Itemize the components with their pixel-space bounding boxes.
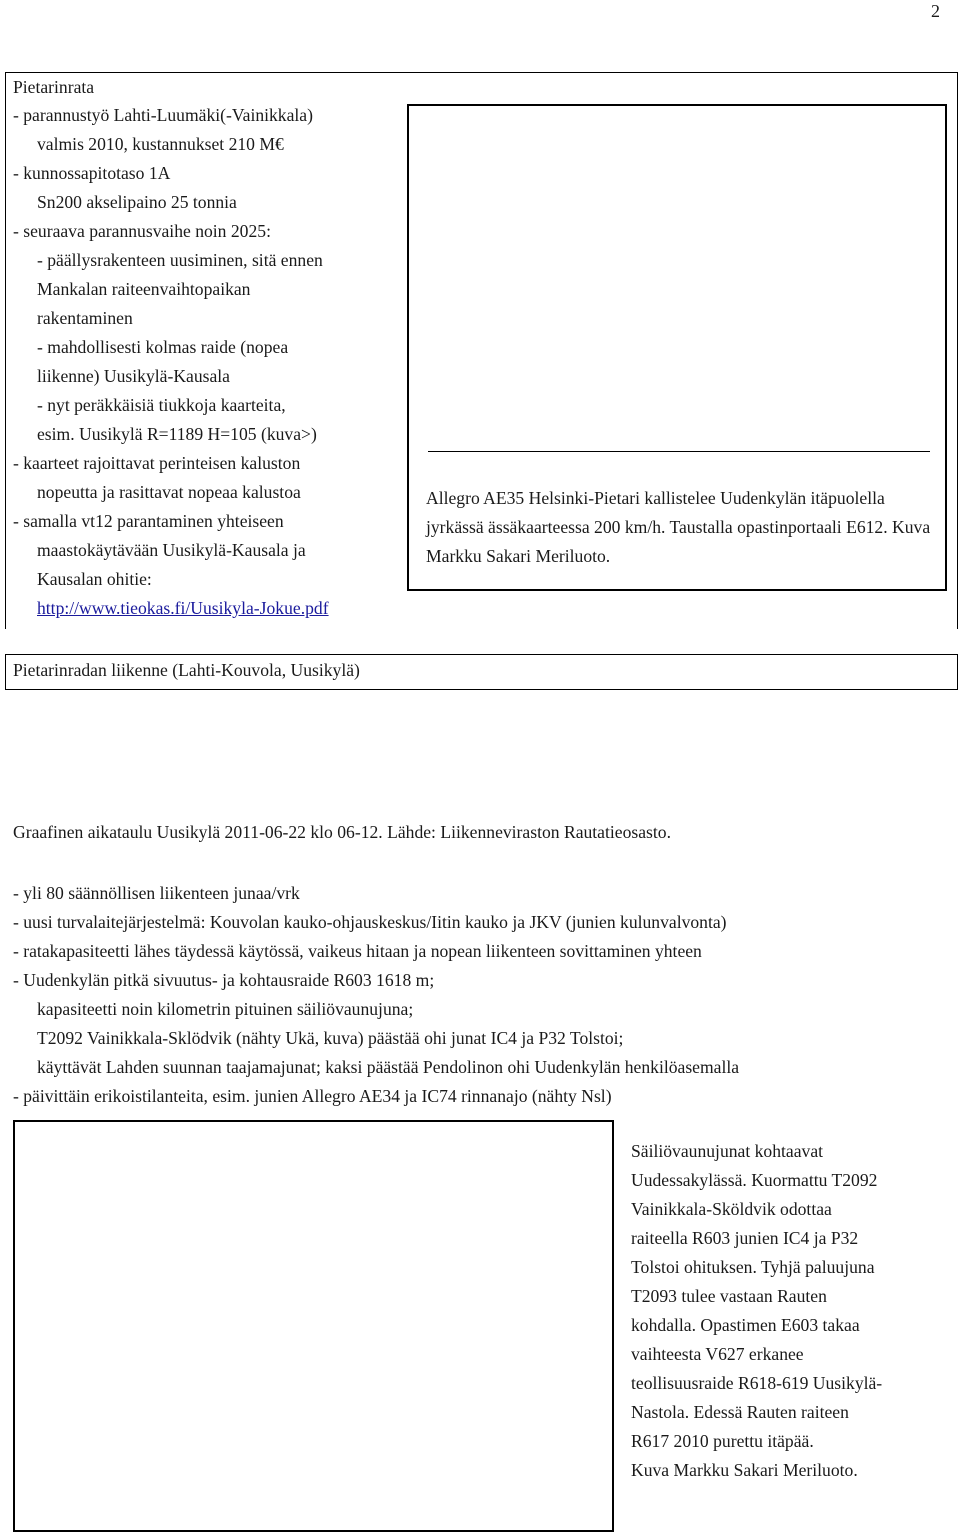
list-item: rakentaminen (37, 308, 133, 328)
section-title-main: Pietarinradan liikenne (13, 660, 168, 680)
list-item: esim. Uusikylä R=1189 H=105 (kuva>) (37, 424, 317, 444)
caption-divider (428, 451, 930, 452)
caption-line: kohdalla. Opastimen E603 takaa (631, 1315, 860, 1335)
caption-line: Tolstoi ohituksen. Tyhjä paluujuna (631, 1257, 875, 1277)
list-item: Kausalan ohitie: (37, 569, 152, 589)
caption-line: raiteella R603 junien IC4 ja P32 (631, 1228, 859, 1248)
page-number: 2 (931, 1, 940, 21)
section-title (13, 656, 360, 685)
caption-line: teollisuusraide R618-619 Uusikylä- (631, 1373, 883, 1393)
list-item: - seuraava parannusvaihe noin 2025: (13, 221, 271, 241)
list-item: maastokäytävään Uusikylä-Kausala ja (37, 540, 306, 560)
graph-caption: Graafinen aikataulu Uusikylä 2011-06-22 klo 06-12. Lähde: Liikenneviraston Rautatieosasto. (13, 822, 671, 842)
section-bullet-list (13, 101, 423, 623)
list-item: - kunnossapitotaso 1A (13, 163, 171, 183)
list-item: Mankalan raiteenvaihtopaikan (37, 279, 251, 299)
caption-line: vaihteesta V627 erkanee (631, 1344, 804, 1364)
list-item: - uusi turvalaitejärjestelmä: Kouvolan kauko-ohjauskeskus/Iitin kauko ja JKV (junien kulunvalvonta) (13, 912, 727, 932)
list-item: kapasiteetti noin kilometrin pituinen säiliövaunujuna; (37, 999, 414, 1019)
list-item: liikenne) Uusikylä-Kausala (37, 366, 230, 386)
caption-line: T2093 tulee vastaan Rauten (631, 1286, 827, 1306)
photo-placeholder (13, 1120, 614, 1532)
source-link[interactable]: http://www.tieokas.fi/Uusikyla-Jokue.pdf (37, 598, 329, 618)
list-item: - yli 80 säännöllisen liikenteen junaa/vrk (13, 883, 300, 903)
list-item: - samalla vt12 parantaminen yhteiseen (13, 511, 284, 531)
list-item: - Uudenkylän pitkä sivuutus- ja kohtausraide R603 1618 m; (13, 970, 435, 990)
list-item: - kaarteet rajoittavat perinteisen kaluston (13, 453, 301, 473)
caption-line: Uudessakylässä. Kuormattu T2092 (631, 1170, 878, 1190)
caption-line: R617 2010 purettu itäpää. (631, 1431, 814, 1451)
caption-line: Säiliövaunujunat kohtaavat (631, 1141, 824, 1161)
traffic-bullet-list (13, 879, 953, 1111)
list-item: Sn200 akselipaino 25 tonnia (37, 192, 237, 212)
list-item: valmis 2010, kustannukset 210 M€ (37, 134, 284, 154)
photo-caption: Allegro AE35 Helsinki-Pietari kallistelee Uudenkylän itäpuolella jyrkässä ässäkaarteessa 200 km/h. Taustalla opastinportaali E612. Kuva Markku Sakari Meriluoto. (426, 488, 931, 566)
list-item: - ratakapasiteetti lähes täydessä käytössä, vaikeus hitaan ja nopean liikenteen sovittaminen yhteen (13, 941, 702, 961)
list-item: T2092 Vainikkala-Sklödvik (nähty Ukä, kuva) päästää ohi junat IC4 ja P32 Tolstoi; (37, 1028, 624, 1048)
caption-line: Nastola. Edessä Rauten raiteen (631, 1402, 849, 1422)
list-item: - mahdollisesti kolmas raide (nopea (37, 337, 289, 357)
list-item: - nyt peräkkäisiä tiukkoja kaarteita, (37, 395, 286, 415)
photo-caption (631, 1137, 951, 1485)
list-item: - päällysrakenteen uusiminen, sitä ennen (37, 250, 323, 270)
list-item: nopeutta ja rasittavat nopeaa kalustoa (37, 482, 301, 502)
caption-line: Kuva Markku Sakari Meriluoto. (631, 1460, 858, 1480)
list-item: käyttävät Lahden suunnan taajamajunat; kaksi päästää Pendolinon ohi Uudenkylän henkilöasemalla (37, 1057, 740, 1077)
list-item: - parannustyö Lahti-Luumäki(-Vainikkala) (13, 105, 313, 125)
list-item: - päivittäin erikoistilanteita, esim. junien Allegro AE34 ja IC74 rinnanajo (nähty Nsl) (13, 1086, 612, 1106)
section-title-sub: (Lahti-Kouvola, Uusikylä) (167, 660, 360, 680)
caption-line: Vainikkala-Sköldvik odottaa (631, 1199, 832, 1219)
section-title: Pietarinrata (13, 77, 95, 97)
